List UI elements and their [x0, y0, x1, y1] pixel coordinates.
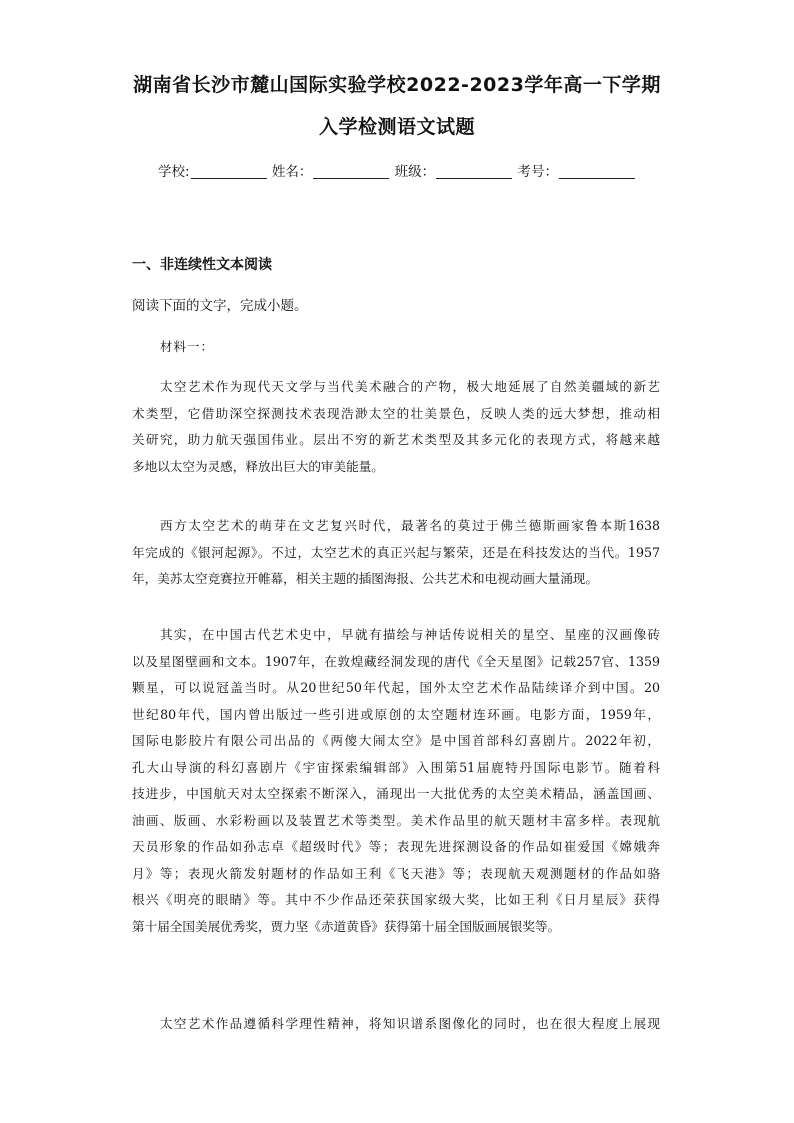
paragraph-line: 颗星，可以说冠盖当时。从20世纪50年代起，国外太空艺术作品陆续译介到中国。20 — [132, 680, 660, 695]
paragraph-line: 孔大山导演的科幻喜剧片《宇宙探索编辑部》入围第51届鹿特丹国际电影节。随着科 — [132, 759, 660, 775]
paragraph-line: 油画、版画、水彩粉画以及装置艺术等类型。美术作品里的航天题材丰富多样。表现航 — [132, 812, 660, 828]
reading-instruction: 阅读下面的文字，完成小题。 — [132, 298, 308, 314]
paragraph-1 — [132, 374, 660, 480]
paragraph-line: 世纪80年代，国内曾出版过一些引进或原创的太空题材连环画。电影方面，1959年， — [132, 706, 660, 722]
student-info-row — [0, 160, 794, 180]
paragraph-line: 以及星图壁画和文本。1907年，在敦煌藏经洞发现的唐代《全天星图》记载257官、1359 — [132, 653, 660, 669]
material-label: 材料一： — [160, 339, 215, 354]
exam-number-blank — [559, 164, 635, 179]
paragraph-line: 太空艺术作为现代天文学与当代美术融合的产物，极大地延展了自然美疆域的新艺 — [160, 379, 660, 394]
school-label: 学校: — [158, 164, 190, 180]
paragraph-line: 第十届全国美展优秀奖，贾力坚《赤道黄昏》获得第十届全国版画展银奖等。 — [132, 918, 561, 934]
paragraph-line: 天员形象的作品如孙志卓《超级时代》等；表现先进探测设备的作品如崔爱国《嫦娥奔 — [132, 839, 660, 854]
paragraph-line: 多地以太空为灵感，释放出巨大的审美能量。 — [132, 458, 384, 474]
paragraph-line: 关研究，助力航天强国伟业。层出不穷的新艺术类型及其多元化的表现方式，将越来越 — [132, 432, 660, 447]
school-blank — [191, 164, 267, 179]
paragraph-line: 术类型，它借助深空探测技术表现浩渺太空的壮美景色，反映人类的远大梦想，推动相 — [132, 405, 660, 421]
exam-title-line2: 入学检测语文试题 — [318, 116, 475, 138]
paragraph-4 — [132, 1011, 660, 1038]
exam-number-label: 考号： — [517, 164, 558, 180]
paragraph-line: 年，美苏太空竞赛拉开帷幕，相关主题的插图海报、公共艺术和电视动画大量涌现。 — [132, 571, 598, 586]
class-label: 班级： — [394, 164, 436, 180]
paragraph-line: 西方太空艺术的萌芽在文艺复兴时代，最著名的莫过于佛兰德斯画家鲁本斯1638 — [160, 518, 660, 533]
paragraph-line: 太空艺术作品遵循科学理性精神，将知识谱系图像化的同时，也在很大程度上展现 — [160, 1016, 660, 1031]
paragraph-line: 月》等；表现火箭发射题材的作品如王利《飞天港》等；表现航天观测题材的作品如骆 — [132, 865, 660, 881]
paragraph-line: 根兴《明亮的眼睛》等。其中不少作品还荣获国家级大奖，比如王利《日月星辰》获得 — [132, 892, 660, 907]
paragraph-2 — [132, 513, 660, 593]
section-heading: 一、非连续性文本阅读 — [132, 257, 272, 273]
paragraph-3 — [132, 622, 660, 940]
paragraph-line: 其实，在中国古代艺术史中，早就有描绘与神话传说相关的星空、星座的汉画像砖 — [160, 627, 660, 642]
paragraph-line: 年完成的《银河起源》。不过，太空艺术的真正兴起与繁荣，还是在科技发达的当代。1957 — [132, 544, 660, 560]
exam-title-line1: 湖南省长沙市麓山国际实验学校2022-2023学年高一下学期 — [133, 74, 661, 96]
name-blank — [313, 164, 389, 179]
class-blank — [436, 164, 512, 179]
paragraph-line: 国际电影胶片有限公司出品的《两傻大闹太空》是中国首部科幻喜剧片。2022年初， — [132, 733, 660, 748]
name-label: 姓名： — [271, 164, 313, 180]
paragraph-line: 技进步，中国航天对太空探索不断深入，涌现出一大批优秀的太空美术精品，涵盖国画、 — [132, 786, 660, 801]
